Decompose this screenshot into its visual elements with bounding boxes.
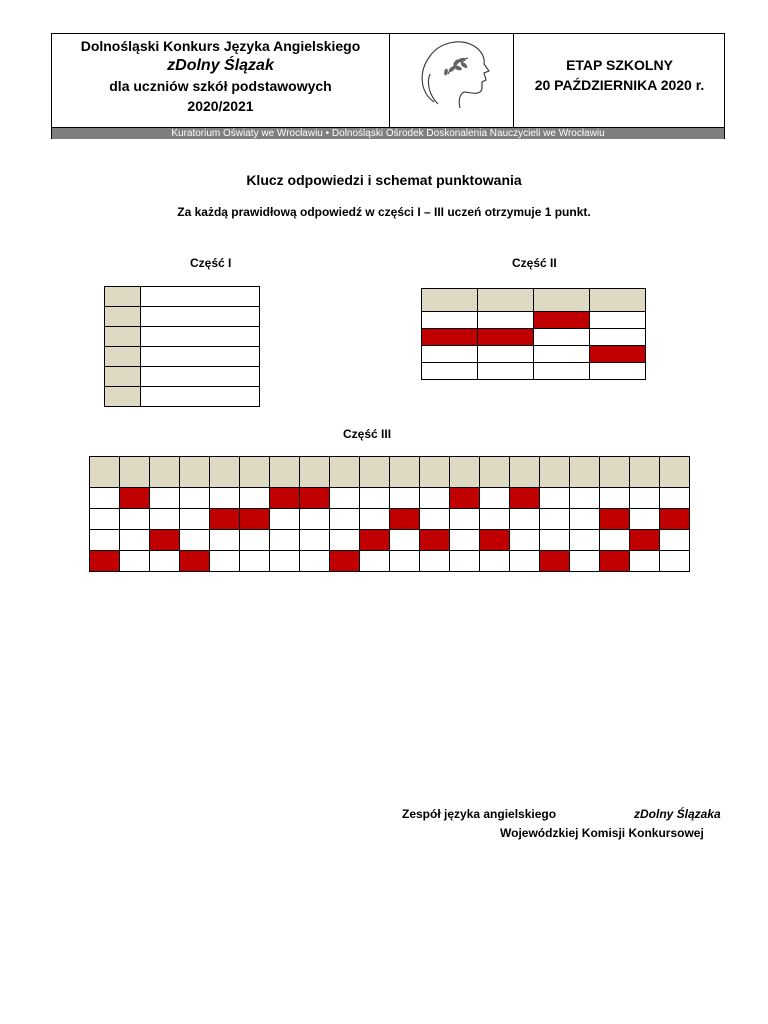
- answer-cell: [90, 530, 120, 551]
- header-cell: [630, 457, 660, 488]
- item-number-cell: [105, 287, 141, 307]
- correct-answer-cell: [590, 346, 646, 363]
- table-row: [105, 307, 260, 327]
- table-row: [105, 347, 260, 367]
- answer-cell: [590, 363, 646, 380]
- answer-cell: [422, 312, 478, 329]
- correct-answer-cell: [330, 551, 360, 572]
- table-row: [105, 287, 260, 307]
- contest-title-block: [52, 34, 390, 127]
- table-header-row: [422, 289, 646, 312]
- header-cell: [210, 457, 240, 488]
- answer-cell: [478, 346, 534, 363]
- answer-cell: [270, 551, 300, 572]
- answer-cell: [422, 363, 478, 380]
- page-subtitle: Za każdą prawidłową odpowiedź w części I – III uczeń otrzymuje 1 punkt.: [177, 205, 591, 219]
- answer-cell: [141, 307, 260, 327]
- answer-cell: [120, 551, 150, 572]
- answer-cell: [420, 509, 450, 530]
- answer-cell: [300, 509, 330, 530]
- answer-cell: [590, 329, 646, 346]
- answer-cell: [660, 488, 690, 509]
- answer-cell: [390, 530, 420, 551]
- answer-cell: [570, 551, 600, 572]
- header-cell: [360, 457, 390, 488]
- correct-answer-cell: [600, 509, 630, 530]
- footer-committee: Wojewódzkiej Komisji Konkursowej: [500, 826, 704, 840]
- answer-cell: [534, 346, 590, 363]
- header-cell: [422, 289, 478, 312]
- exam-date: 20 PAŹDZIERNIKA 2020 r.: [534, 77, 705, 93]
- correct-answer-cell: [210, 509, 240, 530]
- answer-cell: [240, 530, 270, 551]
- answer-cell: [141, 347, 260, 367]
- correct-answer-cell: [360, 530, 390, 551]
- answer-cell: [510, 551, 540, 572]
- correct-answer-cell: [180, 551, 210, 572]
- correct-answer-cell: [420, 530, 450, 551]
- header-cell: [390, 457, 420, 488]
- footer-team: Zespół języka angielskiego: [402, 807, 557, 821]
- answer-cell: [600, 488, 630, 509]
- correct-answer-cell: [270, 488, 300, 509]
- answer-cell: [180, 509, 210, 530]
- answer-cell: [660, 530, 690, 551]
- answer-cell: [510, 530, 540, 551]
- correct-answer-cell: [300, 488, 330, 509]
- answer-cell: [150, 488, 180, 509]
- table-header-row: [90, 457, 690, 488]
- correct-answer-cell: [478, 329, 534, 346]
- table-row: [90, 488, 690, 509]
- answer-cell: [480, 551, 510, 572]
- answer-cell: [480, 488, 510, 509]
- header-cell: [510, 457, 540, 488]
- answer-cell: [540, 509, 570, 530]
- answer-cell: [90, 509, 120, 530]
- table-row: [90, 509, 690, 530]
- answer-cell: [270, 530, 300, 551]
- header-cell: [450, 457, 480, 488]
- answer-cell: [390, 551, 420, 572]
- answer-cell: [240, 488, 270, 509]
- stage-block: [514, 34, 725, 127]
- header-cell: [590, 289, 646, 312]
- answer-cell: [300, 551, 330, 572]
- part3-label: Część III: [343, 427, 392, 441]
- answer-cell: [120, 530, 150, 551]
- table-row: [105, 367, 260, 387]
- head-profile-laurel-icon: [390, 34, 514, 127]
- header-cell: [150, 457, 180, 488]
- answer-cell: [630, 488, 660, 509]
- header-cell: [478, 289, 534, 312]
- stage-label: ETAP SZKOLNY: [566, 57, 673, 73]
- header-cell: [660, 457, 690, 488]
- answer-cell: [141, 287, 260, 307]
- answer-cell: [450, 509, 480, 530]
- part1-label: Część I: [190, 256, 232, 270]
- header-cell: [420, 457, 450, 488]
- item-number-cell: [105, 307, 141, 327]
- answer-cell: [480, 509, 510, 530]
- answer-cell: [450, 551, 480, 572]
- item-number-cell: [105, 387, 141, 407]
- answer-cell: [510, 509, 540, 530]
- answer-cell: [360, 509, 390, 530]
- correct-answer-cell: [390, 509, 420, 530]
- header-cell: [90, 457, 120, 488]
- correct-answer-cell: [450, 488, 480, 509]
- school-year: 2020/2021: [187, 98, 254, 114]
- contest-name: Dolnośląski Konkurs Języka Angielskiego: [80, 38, 361, 54]
- answer-cell: [478, 363, 534, 380]
- correct-answer-cell: [600, 551, 630, 572]
- answer-cell: [420, 551, 450, 572]
- header-cell: [240, 457, 270, 488]
- correct-answer-cell: [422, 329, 478, 346]
- answer-cell: [141, 327, 260, 347]
- answer-cell: [360, 551, 390, 572]
- header-cell: [540, 457, 570, 488]
- header-cell: [480, 457, 510, 488]
- answer-cell: [150, 551, 180, 572]
- answer-cell: [450, 530, 480, 551]
- correct-answer-cell: [534, 312, 590, 329]
- correct-answer-cell: [660, 509, 690, 530]
- answer-cell: [534, 329, 590, 346]
- part1-answer-table: [104, 286, 260, 407]
- footer-brand: zDolny Ślązaka: [634, 807, 721, 821]
- item-number-cell: [105, 347, 141, 367]
- correct-answer-cell: [540, 551, 570, 572]
- answer-cell: [270, 509, 300, 530]
- answer-cell: [570, 509, 600, 530]
- correct-answer-cell: [510, 488, 540, 509]
- correct-answer-cell: [120, 488, 150, 509]
- answer-cell: [534, 363, 590, 380]
- contest-audience: dla uczniów szkół podstawowych: [109, 78, 332, 94]
- table-row: [105, 387, 260, 407]
- answer-cell: [570, 530, 600, 551]
- table-row: [105, 327, 260, 347]
- answer-cell: [540, 530, 570, 551]
- correct-answer-cell: [150, 530, 180, 551]
- correct-answer-cell: [480, 530, 510, 551]
- answer-cell: [478, 312, 534, 329]
- table-row: [422, 329, 646, 346]
- item-number-cell: [105, 327, 141, 347]
- answer-cell: [141, 387, 260, 407]
- answer-cell: [630, 551, 660, 572]
- answer-cell: [330, 509, 360, 530]
- page-title: Klucz odpowiedzi i schemat punktowania: [246, 172, 522, 188]
- answer-cell: [210, 551, 240, 572]
- contest-brand: zDolny Ślązak: [167, 57, 274, 74]
- answer-cell: [420, 488, 450, 509]
- answer-cell: [330, 530, 360, 551]
- table-row: [422, 312, 646, 329]
- correct-answer-cell: [240, 509, 270, 530]
- header-cell: [600, 457, 630, 488]
- answer-cell: [150, 509, 180, 530]
- header-cell: [330, 457, 360, 488]
- answer-cell: [390, 488, 420, 509]
- answer-cell: [422, 346, 478, 363]
- answer-cell: [660, 551, 690, 572]
- part2-answer-table: [421, 288, 646, 380]
- answer-cell: [630, 509, 660, 530]
- header-cell: [180, 457, 210, 488]
- institutions-band: Kuratorium Oświaty we Wrocławiu • Dolnośląski Ośrodek Doskonalenia Nauczycieli we Wrocławiu: [52, 127, 724, 139]
- part2-label: Część II: [512, 256, 557, 270]
- table-row: [422, 363, 646, 380]
- table-row: [422, 346, 646, 363]
- correct-answer-cell: [630, 530, 660, 551]
- header-cell: [534, 289, 590, 312]
- table-row: [90, 530, 690, 551]
- answer-cell: [180, 530, 210, 551]
- part3-answer-table: [89, 456, 690, 572]
- item-number-cell: [105, 367, 141, 387]
- answer-cell: [180, 488, 210, 509]
- table-row: [90, 551, 690, 572]
- logo-cell: [390, 34, 514, 127]
- answer-cell: [330, 488, 360, 509]
- answer-cell: [141, 367, 260, 387]
- answer-cell: [540, 488, 570, 509]
- header-cell: [300, 457, 330, 488]
- answer-cell: [570, 488, 600, 509]
- answer-cell: [590, 312, 646, 329]
- answer-cell: [240, 551, 270, 572]
- answer-cell: [210, 488, 240, 509]
- answer-cell: [210, 530, 240, 551]
- answer-cell: [600, 530, 630, 551]
- answer-cell: [360, 488, 390, 509]
- header-cell: [270, 457, 300, 488]
- answer-cell: [120, 509, 150, 530]
- header-cell: [570, 457, 600, 488]
- document-header: [51, 33, 725, 139]
- answer-cell: [90, 488, 120, 509]
- header-cell: [120, 457, 150, 488]
- correct-answer-cell: [90, 551, 120, 572]
- answer-cell: [300, 530, 330, 551]
